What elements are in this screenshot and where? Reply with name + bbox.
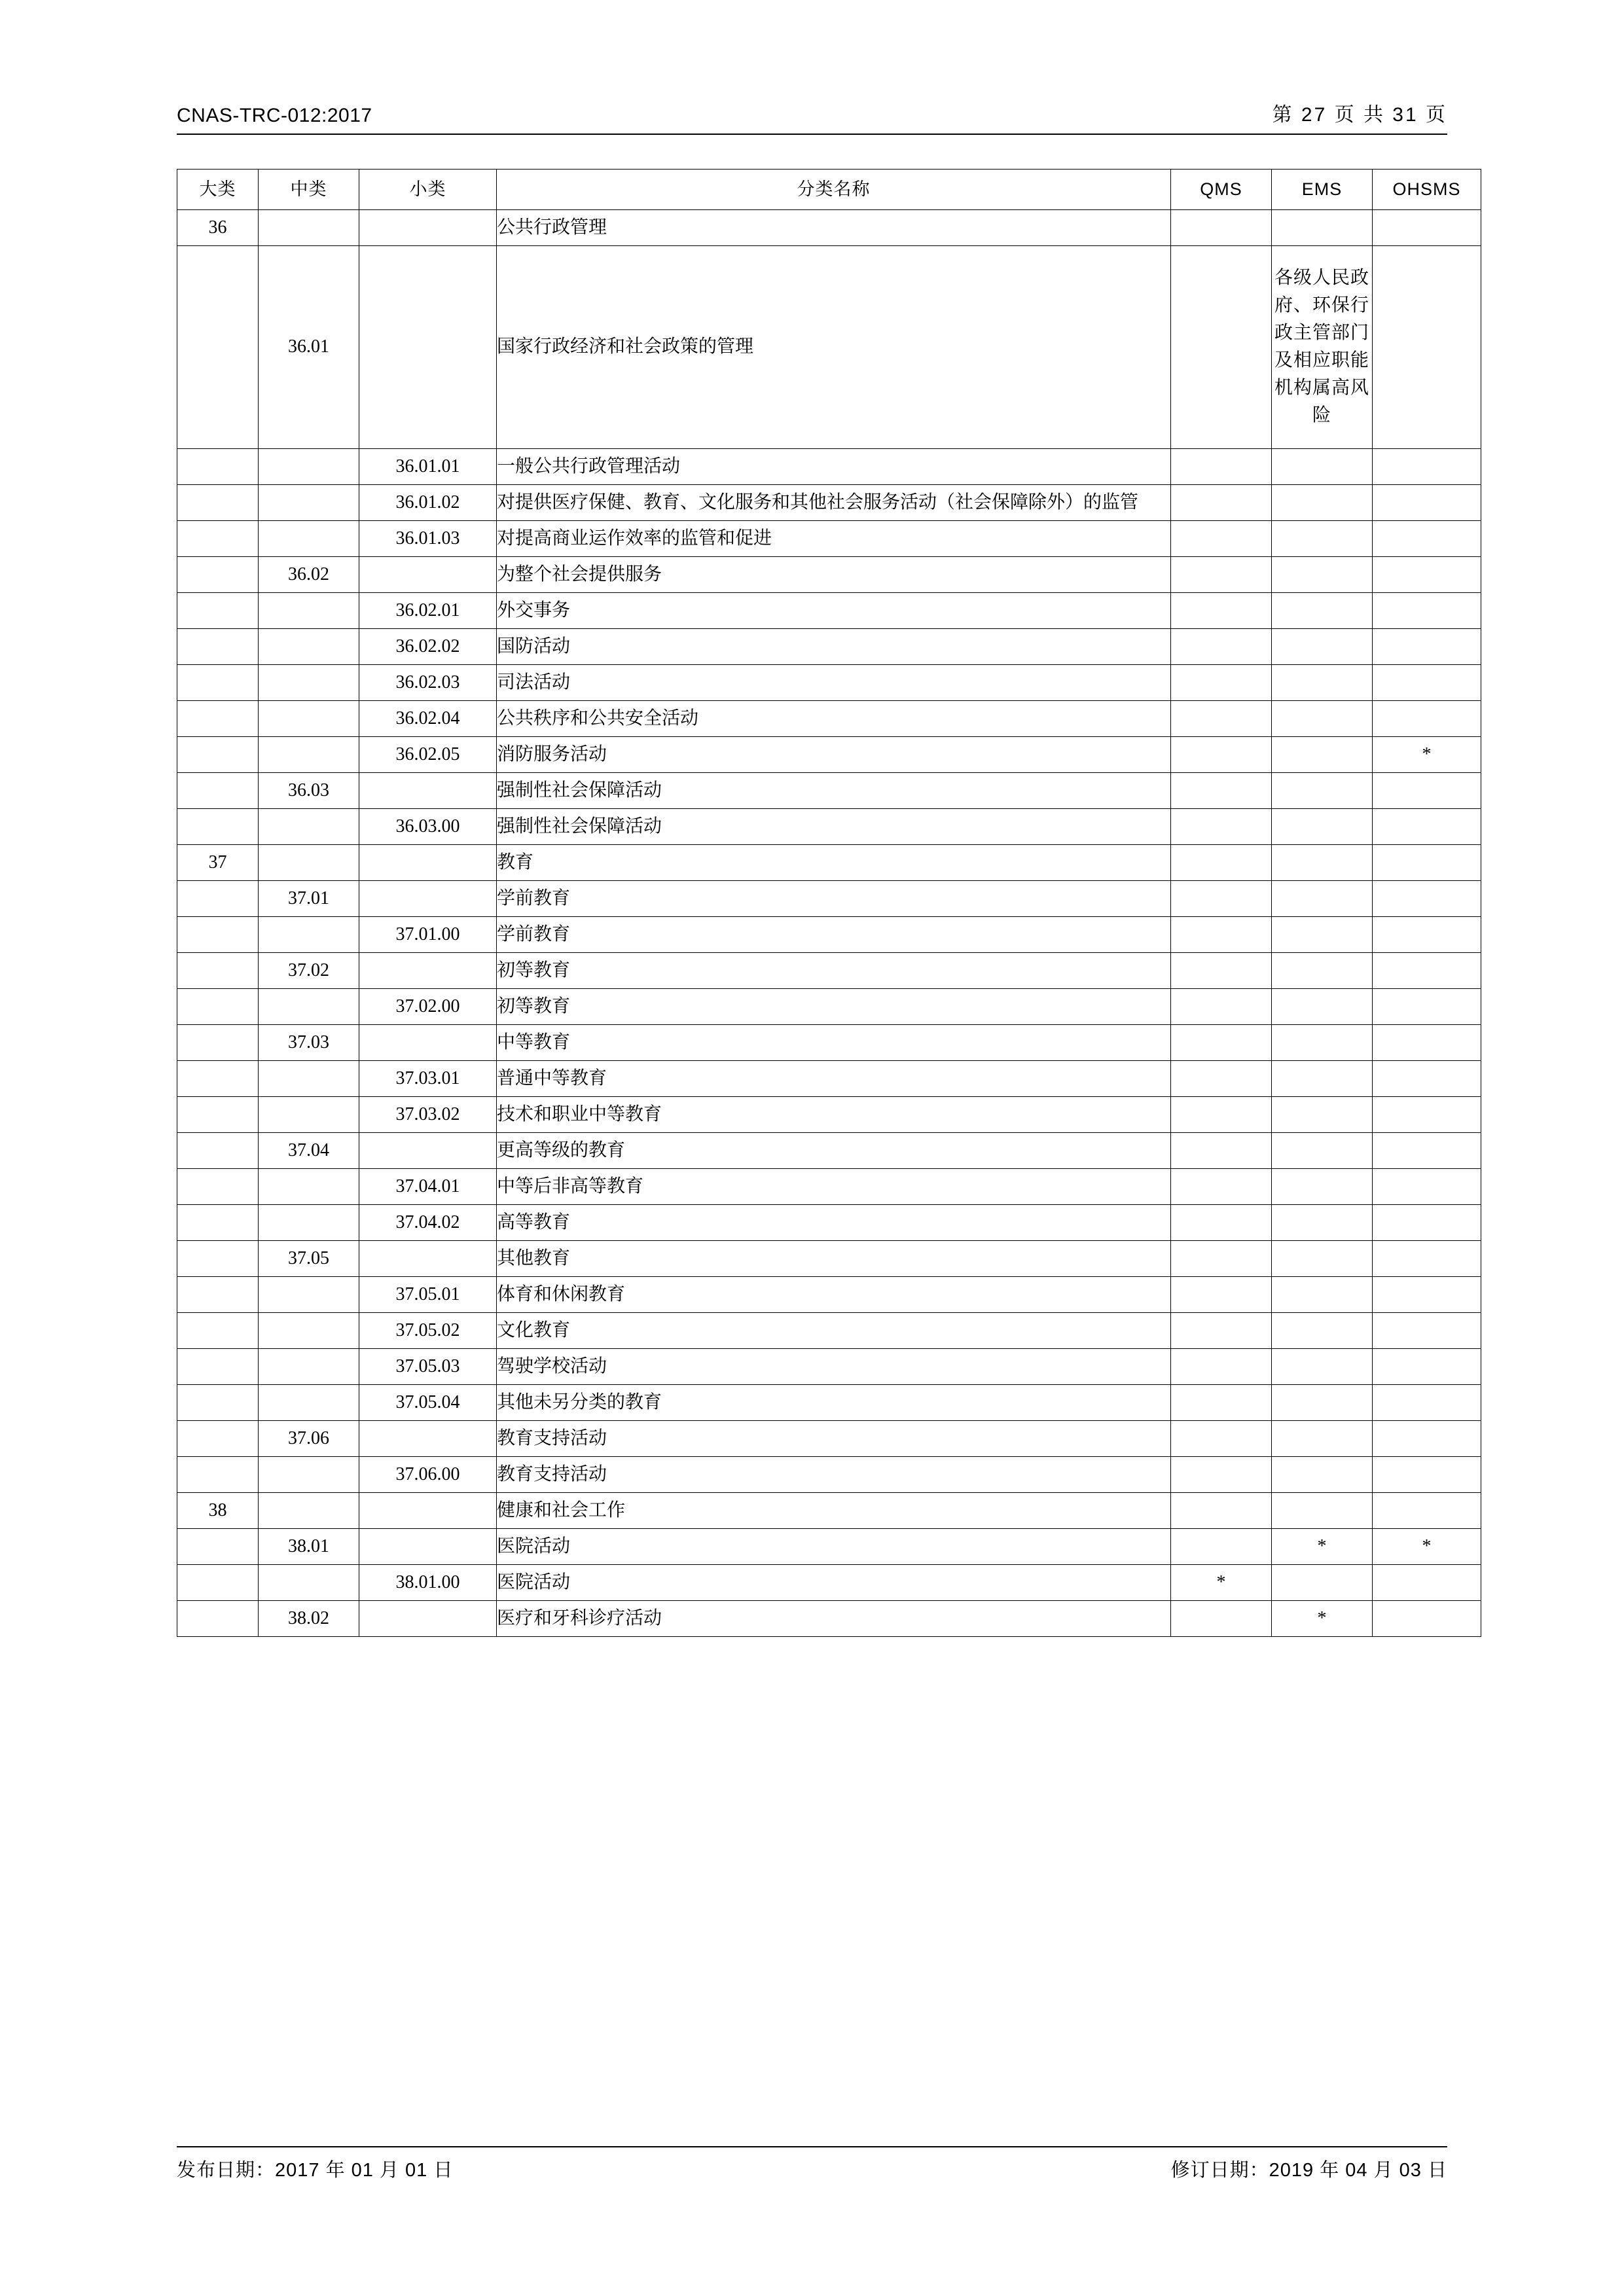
cell-qms bbox=[1171, 844, 1272, 880]
cell-minor-class bbox=[359, 245, 497, 448]
cell-medium-class bbox=[259, 844, 359, 880]
cell-ems bbox=[1272, 880, 1373, 916]
cell-minor-class bbox=[359, 209, 497, 245]
column-header-medium: 中类 bbox=[259, 170, 359, 210]
cell-minor-class bbox=[359, 1024, 497, 1060]
cell-minor-class: 36.02.04 bbox=[359, 700, 497, 736]
cell-major-class bbox=[177, 1456, 259, 1492]
table-row bbox=[177, 1024, 1481, 1060]
cell-qms bbox=[1171, 209, 1272, 245]
cell-qms bbox=[1171, 1060, 1272, 1096]
cell-minor-class: 36.01.01 bbox=[359, 448, 497, 484]
table-row bbox=[177, 448, 1481, 484]
cell-qms bbox=[1171, 628, 1272, 664]
cell-minor-class: 37.04.01 bbox=[359, 1168, 497, 1204]
cell-medium-class bbox=[259, 484, 359, 520]
cell-qms bbox=[1171, 1132, 1272, 1168]
cell-ohsms bbox=[1373, 1132, 1481, 1168]
table-row bbox=[177, 556, 1481, 592]
cell-major-class bbox=[177, 1528, 259, 1564]
cell-ohsms bbox=[1373, 592, 1481, 628]
cell-ems bbox=[1272, 1348, 1373, 1384]
column-header-ohsms: OHSMS bbox=[1373, 170, 1481, 210]
cell-minor-class: 37.05.03 bbox=[359, 1348, 497, 1384]
cell-minor-class: 37.05.04 bbox=[359, 1384, 497, 1420]
table-row bbox=[177, 520, 1481, 556]
cell-major-class bbox=[177, 1132, 259, 1168]
cell-category-name: 初等教育 bbox=[497, 952, 1171, 988]
cell-major-class bbox=[177, 700, 259, 736]
table-row bbox=[177, 1312, 1481, 1348]
cell-category-name: 为整个社会提供服务 bbox=[497, 556, 1171, 592]
cell-major-class bbox=[177, 1384, 259, 1420]
cell-major-class bbox=[177, 664, 259, 700]
cell-category-name: 对提供医疗保健、教育、文化服务和其他社会服务活动（社会保障除外）的监管 bbox=[497, 484, 1171, 520]
cell-major-class bbox=[177, 1348, 259, 1384]
cell-ems bbox=[1272, 556, 1373, 592]
cell-ems bbox=[1272, 628, 1373, 664]
table-row bbox=[177, 988, 1481, 1024]
cell-major-class bbox=[177, 952, 259, 988]
cell-qms bbox=[1171, 736, 1272, 772]
cell-qms bbox=[1171, 1600, 1272, 1636]
table-row bbox=[177, 1420, 1481, 1456]
cell-qms bbox=[1171, 1240, 1272, 1276]
cell-major-class bbox=[177, 988, 259, 1024]
cell-ems bbox=[1272, 736, 1373, 772]
cell-ohsms bbox=[1373, 1420, 1481, 1456]
cell-ems bbox=[1272, 1456, 1373, 1492]
cell-qms bbox=[1171, 1420, 1272, 1456]
cell-qms bbox=[1171, 1096, 1272, 1132]
cell-ems bbox=[1272, 664, 1373, 700]
cell-ems bbox=[1272, 916, 1373, 952]
table-row bbox=[177, 1456, 1481, 1492]
cell-minor-class: 36.02.03 bbox=[359, 664, 497, 700]
cell-ems bbox=[1272, 1132, 1373, 1168]
cell-category-name: 国家行政经济和社会政策的管理 bbox=[497, 245, 1171, 448]
classification-table bbox=[177, 169, 1481, 1637]
cell-ohsms bbox=[1373, 1492, 1481, 1528]
cell-medium-class bbox=[259, 1060, 359, 1096]
table-row bbox=[177, 916, 1481, 952]
cell-ems bbox=[1272, 988, 1373, 1024]
cell-category-name: 学前教育 bbox=[497, 880, 1171, 916]
cell-qms bbox=[1171, 772, 1272, 808]
table-row bbox=[177, 1564, 1481, 1600]
table-row bbox=[177, 245, 1481, 448]
cell-qms bbox=[1171, 592, 1272, 628]
cell-category-name: 初等教育 bbox=[497, 988, 1171, 1024]
cell-major-class: 36 bbox=[177, 209, 259, 245]
cell-qms bbox=[1171, 448, 1272, 484]
cell-medium-class bbox=[259, 664, 359, 700]
cell-ohsms bbox=[1373, 664, 1481, 700]
cell-category-name: 中等教育 bbox=[497, 1024, 1171, 1060]
cell-medium-class bbox=[259, 628, 359, 664]
cell-ems bbox=[1272, 1024, 1373, 1060]
cell-ohsms bbox=[1373, 520, 1481, 556]
cell-minor-class: 37.03.01 bbox=[359, 1060, 497, 1096]
cell-medium-class bbox=[259, 736, 359, 772]
cell-medium-class: 36.02 bbox=[259, 556, 359, 592]
cell-category-name: 强制性社会保障活动 bbox=[497, 808, 1171, 844]
cell-qms bbox=[1171, 1528, 1272, 1564]
cell-category-name: 高等教育 bbox=[497, 1204, 1171, 1240]
cell-ohsms bbox=[1373, 484, 1481, 520]
cell-ems bbox=[1272, 952, 1373, 988]
table-row bbox=[177, 664, 1481, 700]
cell-major-class bbox=[177, 556, 259, 592]
cell-ohsms bbox=[1373, 1276, 1481, 1312]
table-row bbox=[177, 772, 1481, 808]
cell-category-name: 公共行政管理 bbox=[497, 209, 1171, 245]
cell-medium-class bbox=[259, 1312, 359, 1348]
cell-qms bbox=[1171, 484, 1272, 520]
cell-minor-class bbox=[359, 1240, 497, 1276]
cell-category-name: 对提高商业运作效率的监管和促进 bbox=[497, 520, 1171, 556]
cell-ohsms bbox=[1373, 1384, 1481, 1420]
table-row bbox=[177, 1060, 1481, 1096]
cell-ohsms bbox=[1373, 952, 1481, 988]
table-row bbox=[177, 592, 1481, 628]
column-header-major: 大类 bbox=[177, 170, 259, 210]
cell-qms bbox=[1171, 952, 1272, 988]
cell-medium-class bbox=[259, 592, 359, 628]
cell-major-class bbox=[177, 592, 259, 628]
cell-medium-class bbox=[259, 209, 359, 245]
cell-minor-class: 36.01.03 bbox=[359, 520, 497, 556]
cell-qms bbox=[1171, 988, 1272, 1024]
table-row bbox=[177, 700, 1481, 736]
cell-ohsms bbox=[1373, 1348, 1481, 1384]
table-row bbox=[177, 1384, 1481, 1420]
cell-qms bbox=[1171, 700, 1272, 736]
cell-minor-class: 36.02.02 bbox=[359, 628, 497, 664]
cell-ems bbox=[1272, 1420, 1373, 1456]
cell-ohsms bbox=[1373, 556, 1481, 592]
cell-qms bbox=[1171, 1492, 1272, 1528]
cell-qms bbox=[1171, 1024, 1272, 1060]
cell-medium-class: 36.01 bbox=[259, 245, 359, 448]
cell-qms bbox=[1171, 520, 1272, 556]
cell-category-name: 国防活动 bbox=[497, 628, 1171, 664]
cell-major-class bbox=[177, 1420, 259, 1456]
cell-category-name: 司法活动 bbox=[497, 664, 1171, 700]
cell-ems bbox=[1272, 484, 1373, 520]
cell-category-name: 消防服务活动 bbox=[497, 736, 1171, 772]
cell-qms bbox=[1171, 245, 1272, 448]
cell-medium-class bbox=[259, 1096, 359, 1132]
cell-category-name: 一般公共行政管理活动 bbox=[497, 448, 1171, 484]
cell-medium-class: 37.05 bbox=[259, 1240, 359, 1276]
cell-minor-class bbox=[359, 1528, 497, 1564]
cell-minor-class bbox=[359, 880, 497, 916]
cell-major-class: 37 bbox=[177, 844, 259, 880]
table-row bbox=[177, 1528, 1481, 1564]
cell-ems bbox=[1272, 700, 1373, 736]
cell-ems: * bbox=[1272, 1528, 1373, 1564]
table-row bbox=[177, 209, 1481, 245]
cell-minor-class: 37.04.02 bbox=[359, 1204, 497, 1240]
cell-ohsms bbox=[1373, 1168, 1481, 1204]
table-row bbox=[177, 628, 1481, 664]
cell-major-class bbox=[177, 1276, 259, 1312]
cell-ohsms bbox=[1373, 1060, 1481, 1096]
cell-ohsms bbox=[1373, 245, 1481, 448]
cell-ohsms bbox=[1373, 880, 1481, 916]
cell-qms bbox=[1171, 1204, 1272, 1240]
cell-ems bbox=[1272, 1564, 1373, 1600]
cell-qms bbox=[1171, 880, 1272, 916]
cell-major-class bbox=[177, 1060, 259, 1096]
cell-ohsms bbox=[1373, 1312, 1481, 1348]
cell-ohsms: * bbox=[1373, 736, 1481, 772]
cell-medium-class bbox=[259, 1492, 359, 1528]
cell-ohsms bbox=[1373, 1564, 1481, 1600]
cell-ems bbox=[1272, 1168, 1373, 1204]
cell-minor-class: 37.05.01 bbox=[359, 1276, 497, 1312]
table-row bbox=[177, 1240, 1481, 1276]
cell-qms bbox=[1171, 1384, 1272, 1420]
table-row bbox=[177, 844, 1481, 880]
table-row bbox=[177, 736, 1481, 772]
cell-category-name: 外交事务 bbox=[497, 592, 1171, 628]
cell-minor-class bbox=[359, 1420, 497, 1456]
cell-major-class bbox=[177, 1564, 259, 1600]
cell-major-class bbox=[177, 1204, 259, 1240]
cell-ohsms bbox=[1373, 988, 1481, 1024]
cell-category-name: 医院活动 bbox=[497, 1528, 1171, 1564]
cell-ems bbox=[1272, 1240, 1373, 1276]
cell-medium-class: 37.06 bbox=[259, 1420, 359, 1456]
cell-major-class: 38 bbox=[177, 1492, 259, 1528]
cell-ems bbox=[1272, 1276, 1373, 1312]
cell-category-name: 其他教育 bbox=[497, 1240, 1171, 1276]
cell-minor-class: 37.03.02 bbox=[359, 1096, 497, 1132]
cell-major-class bbox=[177, 772, 259, 808]
cell-category-name: 普通中等教育 bbox=[497, 1060, 1171, 1096]
cell-minor-class bbox=[359, 952, 497, 988]
cell-ohsms bbox=[1373, 1024, 1481, 1060]
cell-major-class bbox=[177, 1168, 259, 1204]
cell-qms bbox=[1171, 1276, 1272, 1312]
table-row bbox=[177, 1168, 1481, 1204]
cell-qms bbox=[1171, 664, 1272, 700]
table-row bbox=[177, 1096, 1481, 1132]
cell-ohsms bbox=[1373, 628, 1481, 664]
column-header-category-name: 分类名称 bbox=[497, 170, 1171, 210]
cell-qms bbox=[1171, 1312, 1272, 1348]
cell-ohsms bbox=[1373, 1240, 1481, 1276]
cell-major-class bbox=[177, 1024, 259, 1060]
cell-ohsms bbox=[1373, 916, 1481, 952]
cell-minor-class: 37.05.02 bbox=[359, 1312, 497, 1348]
cell-category-name: 教育 bbox=[497, 844, 1171, 880]
cell-medium-class bbox=[259, 1384, 359, 1420]
cell-qms bbox=[1171, 916, 1272, 952]
cell-qms: * bbox=[1171, 1564, 1272, 1600]
cell-major-class bbox=[177, 808, 259, 844]
cell-medium-class bbox=[259, 448, 359, 484]
cell-medium-class bbox=[259, 916, 359, 952]
cell-category-name: 其他未另分类的教育 bbox=[497, 1384, 1171, 1420]
cell-minor-class bbox=[359, 1492, 497, 1528]
cell-medium-class: 37.01 bbox=[259, 880, 359, 916]
cell-minor-class: 37.06.00 bbox=[359, 1456, 497, 1492]
cell-ohsms bbox=[1373, 1096, 1481, 1132]
issue-date: 发布日期：2017 年 01 月 01 日 bbox=[177, 2160, 454, 2181]
cell-minor-class bbox=[359, 844, 497, 880]
cell-minor-class bbox=[359, 556, 497, 592]
table-row bbox=[177, 952, 1481, 988]
cell-major-class bbox=[177, 736, 259, 772]
cell-category-name: 强制性社会保障活动 bbox=[497, 772, 1171, 808]
cell-ems bbox=[1272, 592, 1373, 628]
cell-ems bbox=[1272, 1204, 1373, 1240]
cell-minor-class bbox=[359, 1132, 497, 1168]
cell-ohsms bbox=[1373, 1204, 1481, 1240]
cell-major-class bbox=[177, 1600, 259, 1636]
cell-ems bbox=[1272, 1060, 1373, 1096]
cell-ems bbox=[1272, 808, 1373, 844]
cell-qms bbox=[1171, 556, 1272, 592]
cell-medium-class bbox=[259, 1348, 359, 1384]
cell-ems: * bbox=[1272, 1600, 1373, 1636]
cell-minor-class: 37.02.00 bbox=[359, 988, 497, 1024]
cell-medium-class: 38.02 bbox=[259, 1600, 359, 1636]
cell-medium-class bbox=[259, 988, 359, 1024]
page-number: 第 27 页 共 31 页 bbox=[1272, 104, 1447, 126]
cell-ohsms: * bbox=[1373, 1528, 1481, 1564]
column-header-ems: EMS bbox=[1272, 170, 1373, 210]
cell-major-class bbox=[177, 628, 259, 664]
cell-medium-class: 38.01 bbox=[259, 1528, 359, 1564]
cell-minor-class: 36.03.00 bbox=[359, 808, 497, 844]
cell-major-class bbox=[177, 916, 259, 952]
cell-qms bbox=[1171, 1456, 1272, 1492]
cell-medium-class: 37.04 bbox=[259, 1132, 359, 1168]
cell-category-name: 学前教育 bbox=[497, 916, 1171, 952]
cell-ems bbox=[1272, 209, 1373, 245]
table-row bbox=[177, 484, 1481, 520]
cell-minor-class: 37.01.00 bbox=[359, 916, 497, 952]
cell-medium-class bbox=[259, 1564, 359, 1600]
cell-major-class bbox=[177, 1096, 259, 1132]
table-row bbox=[177, 880, 1481, 916]
cell-ohsms bbox=[1373, 844, 1481, 880]
cell-category-name: 教育支持活动 bbox=[497, 1456, 1171, 1492]
table-row bbox=[177, 808, 1481, 844]
cell-medium-class: 36.03 bbox=[259, 772, 359, 808]
cell-major-class bbox=[177, 520, 259, 556]
cell-medium-class bbox=[259, 1168, 359, 1204]
page-footer bbox=[177, 2146, 1447, 2182]
table-row bbox=[177, 1492, 1481, 1528]
cell-medium-class bbox=[259, 808, 359, 844]
cell-category-name: 驾驶学校活动 bbox=[497, 1348, 1171, 1384]
cell-ohsms bbox=[1373, 808, 1481, 844]
cell-ohsms bbox=[1373, 209, 1481, 245]
cell-major-class bbox=[177, 484, 259, 520]
cell-major-class bbox=[177, 448, 259, 484]
table-row bbox=[177, 1276, 1481, 1312]
cell-major-class bbox=[177, 880, 259, 916]
cell-category-name: 中等后非高等教育 bbox=[497, 1168, 1171, 1204]
cell-ems bbox=[1272, 448, 1373, 484]
cell-qms bbox=[1171, 1168, 1272, 1204]
cell-ems bbox=[1272, 844, 1373, 880]
cell-ohsms bbox=[1373, 772, 1481, 808]
cell-ohsms bbox=[1373, 1600, 1481, 1636]
column-header-minor: 小类 bbox=[359, 170, 497, 210]
cell-ohsms bbox=[1373, 700, 1481, 736]
cell-qms bbox=[1171, 808, 1272, 844]
cell-medium-class: 37.02 bbox=[259, 952, 359, 988]
cell-category-name: 更高等级的教育 bbox=[497, 1132, 1171, 1168]
cell-category-name: 健康和社会工作 bbox=[497, 1492, 1171, 1528]
cell-category-name: 技术和职业中等教育 bbox=[497, 1096, 1171, 1132]
document-id: CNAS-TRC-012:2017 bbox=[177, 105, 372, 126]
cell-qms bbox=[1171, 1348, 1272, 1384]
cell-minor-class: 38.01.00 bbox=[359, 1564, 497, 1600]
cell-minor-class: 36.01.02 bbox=[359, 484, 497, 520]
cell-minor-class: 36.02.05 bbox=[359, 736, 497, 772]
cell-medium-class bbox=[259, 1204, 359, 1240]
cell-medium-class: 37.03 bbox=[259, 1024, 359, 1060]
table-row bbox=[177, 1132, 1481, 1168]
table-header-row bbox=[177, 170, 1481, 210]
cell-category-name: 体育和休闲教育 bbox=[497, 1276, 1171, 1312]
table-body bbox=[177, 209, 1481, 1636]
cell-ems bbox=[1272, 1384, 1373, 1420]
cell-ohsms bbox=[1373, 1456, 1481, 1492]
cell-medium-class bbox=[259, 1276, 359, 1312]
cell-ems bbox=[1272, 520, 1373, 556]
cell-category-name: 医院活动 bbox=[497, 1564, 1171, 1600]
table-row bbox=[177, 1600, 1481, 1636]
table-row bbox=[177, 1348, 1481, 1384]
cell-minor-class bbox=[359, 1600, 497, 1636]
cell-medium-class bbox=[259, 700, 359, 736]
cell-category-name: 教育支持活动 bbox=[497, 1420, 1171, 1456]
table-row bbox=[177, 1204, 1481, 1240]
column-header-qms: QMS bbox=[1171, 170, 1272, 210]
cell-minor-class: 36.02.01 bbox=[359, 592, 497, 628]
cell-ems bbox=[1272, 1096, 1373, 1132]
cell-category-name: 公共秩序和公共安全活动 bbox=[497, 700, 1171, 736]
cell-major-class bbox=[177, 245, 259, 448]
cell-ems bbox=[1272, 1492, 1373, 1528]
cell-ohsms bbox=[1373, 448, 1481, 484]
cell-ems: 各级人民政府、环保行政主管部门及相应职能机构属高风险 bbox=[1272, 245, 1373, 448]
cell-medium-class bbox=[259, 1456, 359, 1492]
cell-ems bbox=[1272, 772, 1373, 808]
cell-major-class bbox=[177, 1312, 259, 1348]
cell-category-name: 医疗和牙科诊疗活动 bbox=[497, 1600, 1171, 1636]
page-header bbox=[177, 98, 1447, 135]
cell-ems bbox=[1272, 1312, 1373, 1348]
cell-category-name: 文化教育 bbox=[497, 1312, 1171, 1348]
cell-major-class bbox=[177, 1240, 259, 1276]
cell-medium-class bbox=[259, 520, 359, 556]
cell-minor-class bbox=[359, 772, 497, 808]
revision-date: 修订日期：2019 年 04 月 03 日 bbox=[1170, 2160, 1447, 2181]
